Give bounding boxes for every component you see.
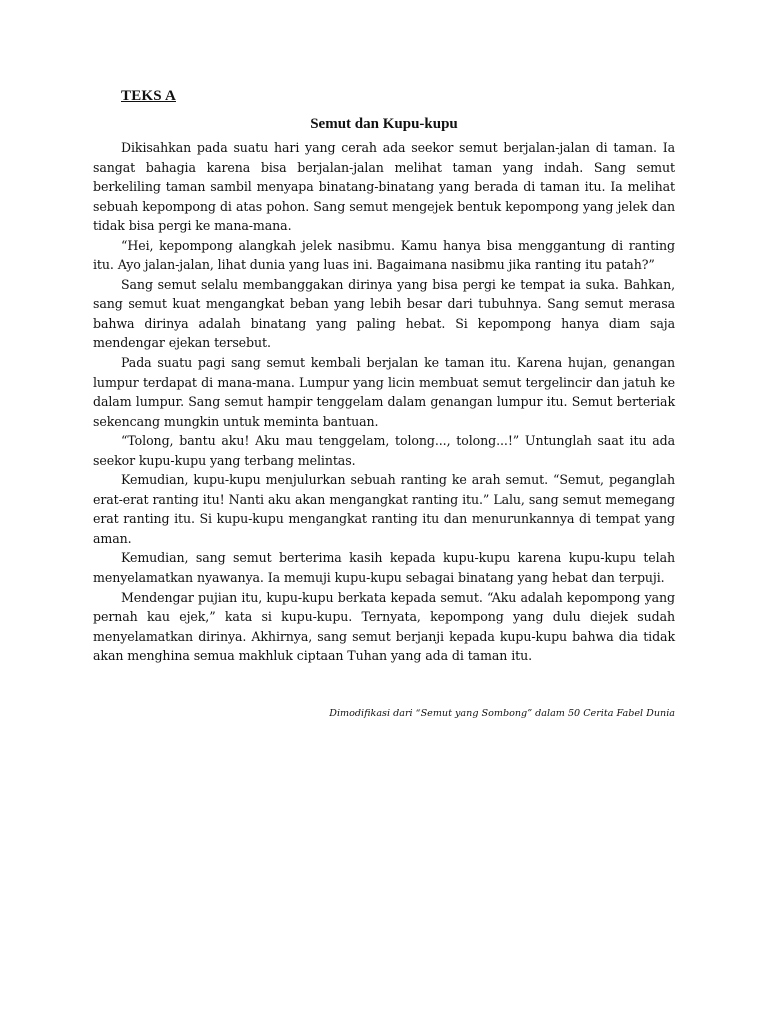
story-title: Semut dan Kupu-kupu xyxy=(310,116,458,132)
story-body xyxy=(93,138,675,666)
paragraph: Dikisahkan pada suatu hari yang cerah ada seekor semut berjalan-jalan di taman. Ia sangat bahagia karena bisa berjalan-jalan melihat taman yang indah. Sang semut berkeliling taman sambil menyapa binatang-binatang yang berada di taman itu. Ia melihat sebuah kepompong di atas pohon. Sang semut mengejek bentuk kepompong yang jelek dan tidak bisa pergi ke mana-mana. xyxy=(93,140,675,234)
source-citation: Dimodifikasi dari “Semut yang Sombong” dalam 50 Cerita Fabel Dunia xyxy=(329,708,675,719)
paragraph: Mendengar pujian itu, kupu-kupu berkata kepada semut. “Aku adalah kepompong yang pernah kau ejek,” kata si kupu-kupu. Ternyata, kepompong yang dulu diejek sudah menyelamatkan dirinya. Akhirnya, sang semut berjanji kepada kupu-kupu bahwa dia tidak akan menghina semua makhluk ciptaan Tuhan yang ada di taman itu. xyxy=(93,589,675,664)
text-label: TEKS A xyxy=(121,88,176,104)
paragraph: Sang semut selalu membanggakan dirinya yang bisa pergi ke tempat ia suka. Bahkan, sang semut kuat mengangkat beban yang lebih besar dari tubuhnya. Sang semut merasa bahwa dirinya adalah binatang yang paling hebat. Si kepompong hanya diam saja mendengar ejekan tersebut. xyxy=(93,276,675,351)
paragraph: “Hei, kepompong alangkah jelek nasibmu. Kamu hanya bisa menggantung di ranting itu. Ayo jalan-jalan, lihat dunia yang luas ini. Bagaimana nasibmu jika ranting itu patah?” xyxy=(93,237,675,273)
paragraph: Kemudian, kupu-kupu menjulurkan sebuah ranting ke arah semut. “Semut, peganglah erat-erat ranting itu! Nanti aku akan mengangkat ranting itu.” Lalu, sang semut memegang erat ranting itu. Si kupu-kupu mengangkat ranting itu dan menurunkannya di tempat yang aman. xyxy=(93,472,675,546)
paragraph: Pada suatu pagi sang semut kembali berjalan ke taman itu. Karena hujan, genangan lumpur terdapat di mana-mana. Lumpur yang licin membuat semut tergelincir dan jatuh ke dalam lumpur. Sang semut hampir tenggelam dalam genangan lumpur itu. Semut berteriak sekencang mungkin untuk meminta bantuan. xyxy=(93,355,675,429)
paragraph: Kemudian, sang semut berterima kasih kepada kupu-kupu karena kupu-kupu telah menyelamatkan nyawanya. Ia memuji kupu-kupu sebagai binatang yang hebat dan terpuji. xyxy=(93,550,675,586)
paragraph: “Tolong, bantu aku! Aku mau tenggelam, tolong..., tolong...!” Untunglah saat itu ada seekor kupu-kupu yang terbang melintas. xyxy=(93,433,675,468)
